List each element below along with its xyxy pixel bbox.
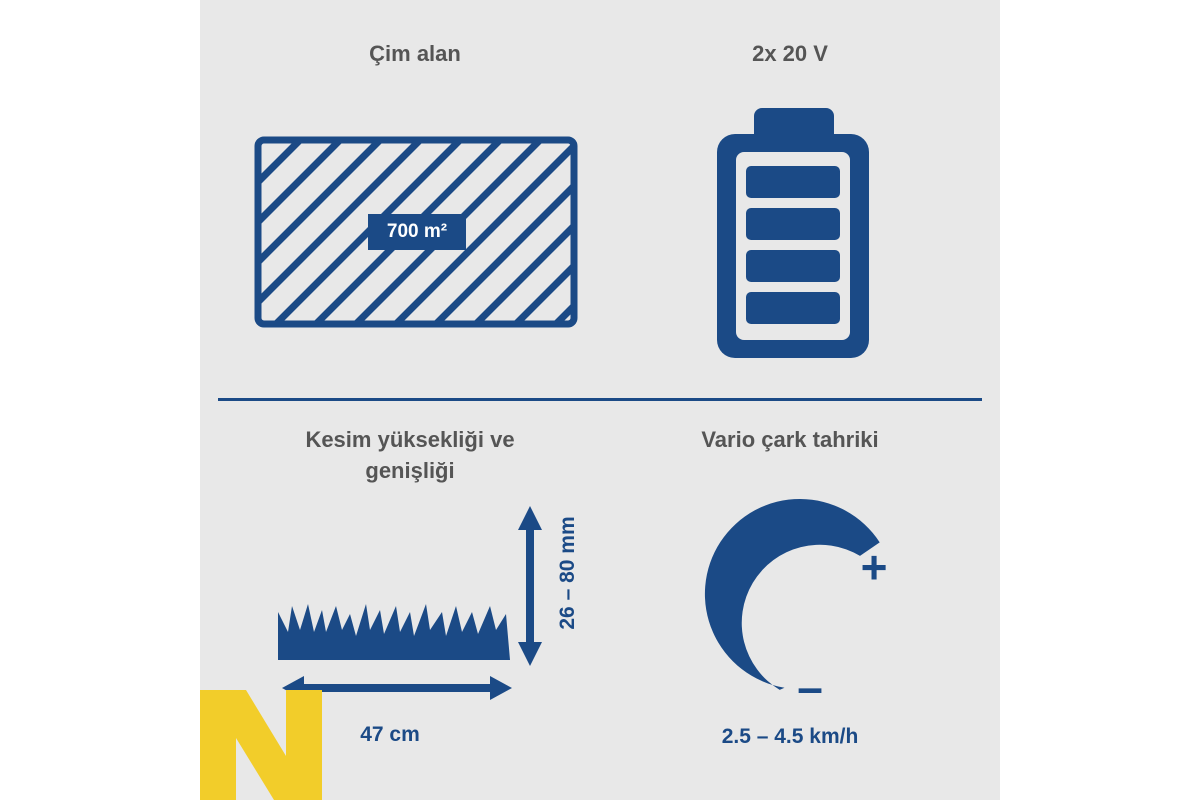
cutting-width-value: 47 cm bbox=[360, 723, 420, 746]
drive-speed-value: 2.5 – 4.5 km/h bbox=[721, 725, 859, 748]
drive-title: Vario çark tahriki bbox=[701, 427, 879, 452]
cutting-height-value: 26 – 80 mm bbox=[556, 516, 579, 630]
increase-symbol: + bbox=[860, 541, 888, 593]
feature-panel bbox=[200, 0, 1000, 800]
lawn-area-title: Çim alan bbox=[369, 41, 461, 66]
lawn-area-value: 700 m² bbox=[386, 221, 448, 242]
brand-logo-icon bbox=[200, 0, 1000, 800]
cutting-title-line1: Kesim yüksekliği ve bbox=[305, 427, 515, 452]
decrease-symbol: – bbox=[797, 661, 823, 713]
battery-title: 2x 20 V bbox=[752, 41, 828, 66]
cutting-title-line2: genişliği bbox=[365, 458, 455, 483]
